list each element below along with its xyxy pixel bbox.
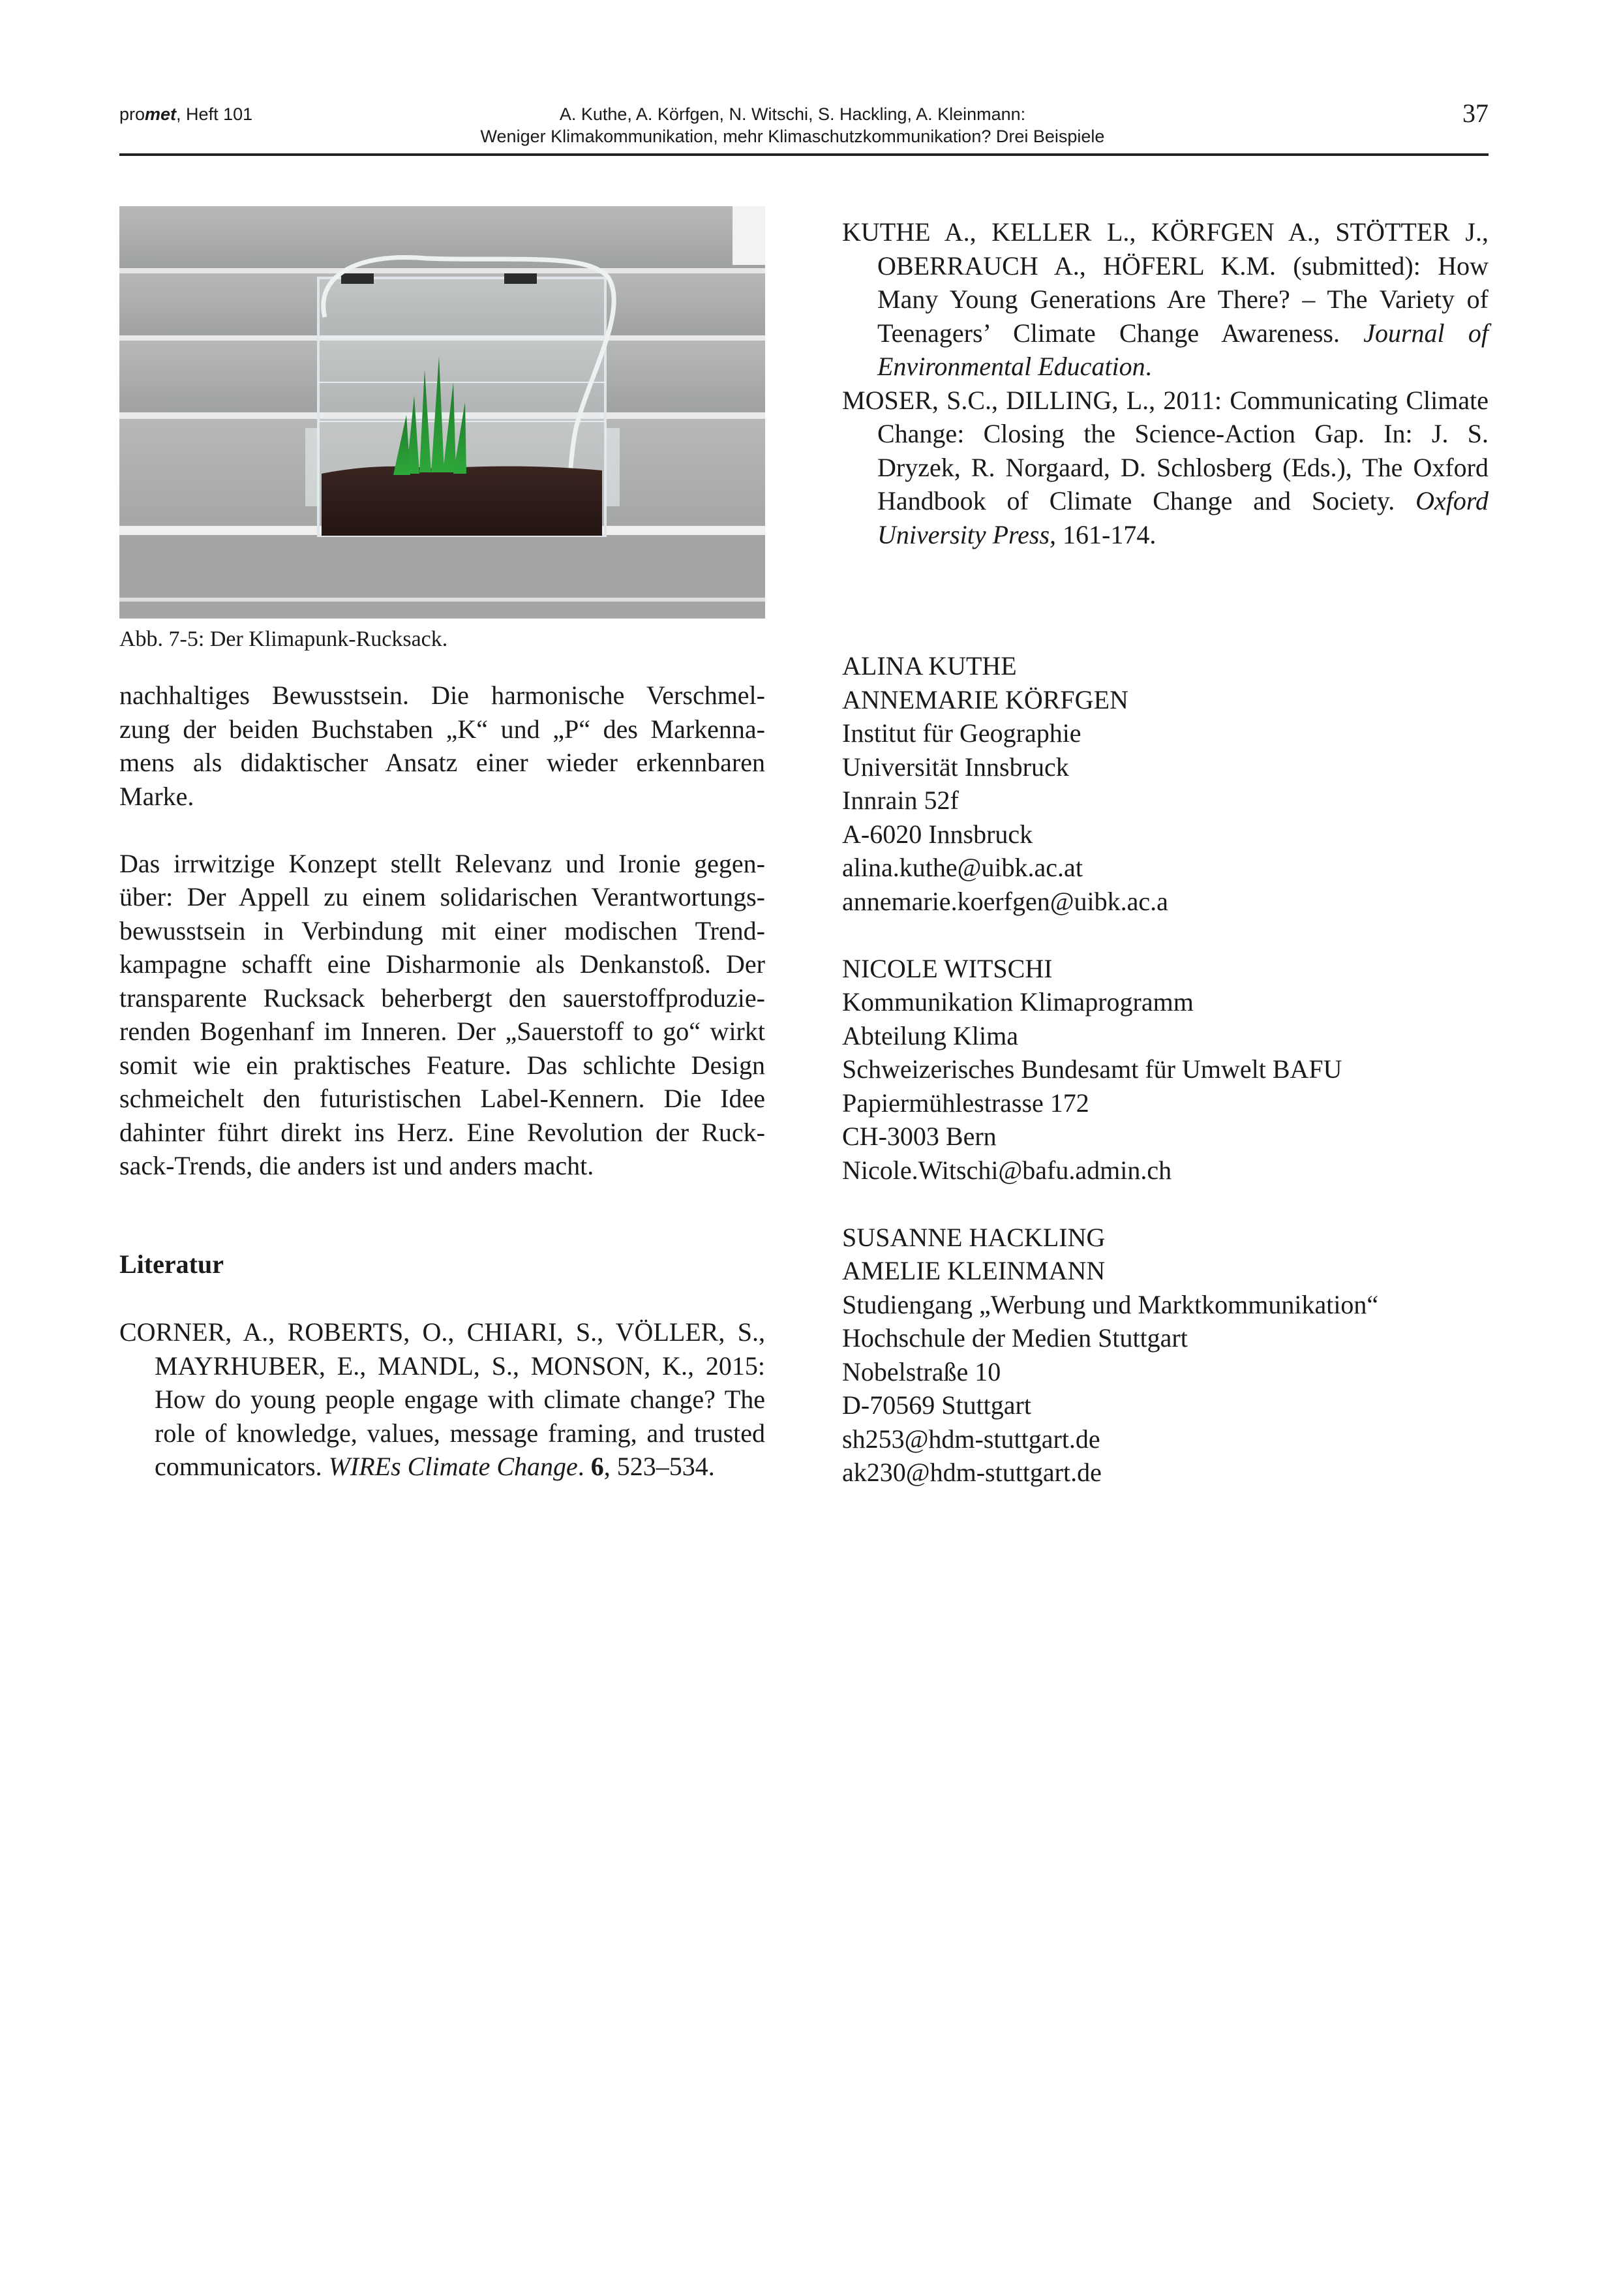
- text-line: nachhaltiges Bewusstsein. Die harmonische Verschmel-: [119, 681, 765, 710]
- text-line: mens als didaktischer Ansatz einer wieder erkennbaren: [119, 748, 765, 777]
- address-line: Institut für Geographie: [842, 718, 1081, 748]
- running-authors: A. Kuthe, A. Körfgen, N. Witschi, S. Hackling, A. Kleinmann:: [559, 104, 1026, 124]
- text-line: Das irrwitzige Konzept stellt Relevanz und Ironie gegen-: [119, 848, 765, 878]
- text-line: kampagne schafft eine Disharmonie als Denkanstoß. Der: [119, 949, 765, 979]
- email-link[interactable]: ak230@hdm-stuttgart.de: [842, 1458, 1102, 1487]
- journal-prefix: pro: [119, 104, 145, 124]
- address-line: ANNEMARIE KÖRFGEN: [842, 684, 1128, 714]
- running-title: [404, 103, 1181, 147]
- figure-caption: Abb. 7-5: Der Klimapunk-Rucksack.: [119, 627, 448, 651]
- right-references: [842, 215, 1489, 551]
- email-link[interactable]: annemarie.koerfgen@uibk.ac.a: [842, 886, 1168, 916]
- reference-publisher: Oxford University Press,: [877, 486, 1489, 549]
- journal-brand: met: [145, 104, 177, 124]
- reference-volume: 6: [590, 1452, 604, 1481]
- text-line: renden Bogenhanf im Inneren. Der „Sauerstoff to go“ wirkt: [119, 1017, 765, 1046]
- address-line: Universität Innsbruck: [842, 752, 1069, 782]
- text-line: Marke.: [119, 781, 194, 811]
- running-article-title: Weniger Klimakommunikation, mehr Klimaschutzkommunikation? Drei Beispiele: [480, 127, 1105, 146]
- reference-sep: .: [577, 1452, 591, 1481]
- paragraph-1: [119, 679, 765, 813]
- address-line: D-70569 Stuttgart: [842, 1390, 1031, 1420]
- reference-text: CORNER, A., ROBERTS, O., CHIARI, S., VÖLLER, S., MAYRHUBER, E., MANDL, S., MONSON, K., 2015: How do young people engage with climate change? The role of knowledge, values, message framing, and trusted communicators.: [119, 1317, 765, 1481]
- email-link[interactable]: Nicole.Witschi@bafu.admin.ch: [842, 1155, 1172, 1185]
- address-line: Papiermühlestrasse 172: [842, 1088, 1089, 1118]
- reference-end: .: [1145, 352, 1152, 381]
- reference-corner: [119, 1315, 765, 1484]
- reference-journal: Journal of Environmental Education: [877, 318, 1489, 381]
- journal-issue: , Heft 101: [176, 104, 253, 124]
- address-line: Innrain 52f: [842, 786, 959, 815]
- header-rule: [119, 153, 1489, 156]
- text-line: schmeichelt den futuristischen Label-Kennern. Die Idee: [119, 1084, 765, 1113]
- address-line: SUSANNE HACKLING: [842, 1222, 1106, 1252]
- reference-kuthe: [842, 215, 1489, 384]
- text-line: sack-Trends, die anders ist und anders macht.: [119, 1151, 594, 1180]
- text-line: transparente Rucksack beherbergt den sauerstoffproduzie-: [119, 983, 765, 1013]
- address-line: Kommunikation Klimaprogramm: [842, 987, 1194, 1017]
- literature-heading: Literatur: [119, 1249, 224, 1279]
- reference-moser: [842, 384, 1489, 552]
- text-line: zung der beiden Buchstaben „K“ und „P“ des Markenna-: [119, 714, 765, 744]
- address-line: Nobelstraße 10: [842, 1356, 1001, 1386]
- text-line: dahinter führt direkt ins Herz. Eine Revolution der Ruck-: [119, 1117, 765, 1147]
- email-link[interactable]: alina.kuthe@uibk.ac.at: [842, 853, 1083, 882]
- left-column: [119, 679, 765, 1183]
- address-line: NICOLE WITSCHI: [842, 953, 1053, 983]
- address-line: Schweizerisches Bundesamt für Umwelt BAFU: [842, 1054, 1342, 1084]
- paragraph-2: [119, 847, 765, 1183]
- text-line: über: Der Appell zu einem solidarischen Verantwortungs-: [119, 882, 765, 911]
- address-line: ALINA KUTHE: [842, 651, 1017, 681]
- address-line: CH-3003 Bern: [842, 1122, 997, 1151]
- reference-pages: , 523–534.: [603, 1452, 715, 1481]
- page-number: 37: [1462, 99, 1489, 128]
- email-link[interactable]: sh253@hdm-stuttgart.de: [842, 1424, 1100, 1454]
- address-line: Abteilung Klima: [842, 1020, 1018, 1050]
- address-line: A-6020 Innsbruck: [842, 819, 1033, 849]
- address-line: Hochschule der Medien Stuttgart: [842, 1323, 1188, 1353]
- reference-text: MOSER, S.C., DILLING, L., 2011: Communicating Climate Change: Closing the Science-Action Gap. In: J. S. Dryzek, R. Norgaard, D. Schlosberg (Eds.), The Oxford Handbook of Climate Change and Society.: [842, 385, 1489, 515]
- text-line: somit wie ein praktisches Feature. Das schlichte Design: [119, 1050, 765, 1080]
- text-line: bewusstsein in Verbindung mit einer modischen Trend-: [119, 915, 765, 945]
- journal-name: [119, 103, 252, 125]
- reference-pages: 161-174.: [1056, 519, 1156, 549]
- reference-text: KUTHE A., KELLER L., KÖRFGEN A., STÖTTER J., OBERRAUCH A., HÖFERL K.M. (submitted): How Many Young Generations Are There? – The Variety of Teenagers’ Climate Change Awareness.: [842, 217, 1489, 348]
- address-line: AMELIE KLEINMANN: [842, 1256, 1106, 1285]
- figure-photo: [119, 206, 765, 619]
- reference-journal: WIREs Climate Change: [328, 1452, 578, 1481]
- author-addresses: [842, 649, 1489, 1490]
- address-line: Studiengang „Werbung und Marktkommunikation“: [842, 1289, 1379, 1319]
